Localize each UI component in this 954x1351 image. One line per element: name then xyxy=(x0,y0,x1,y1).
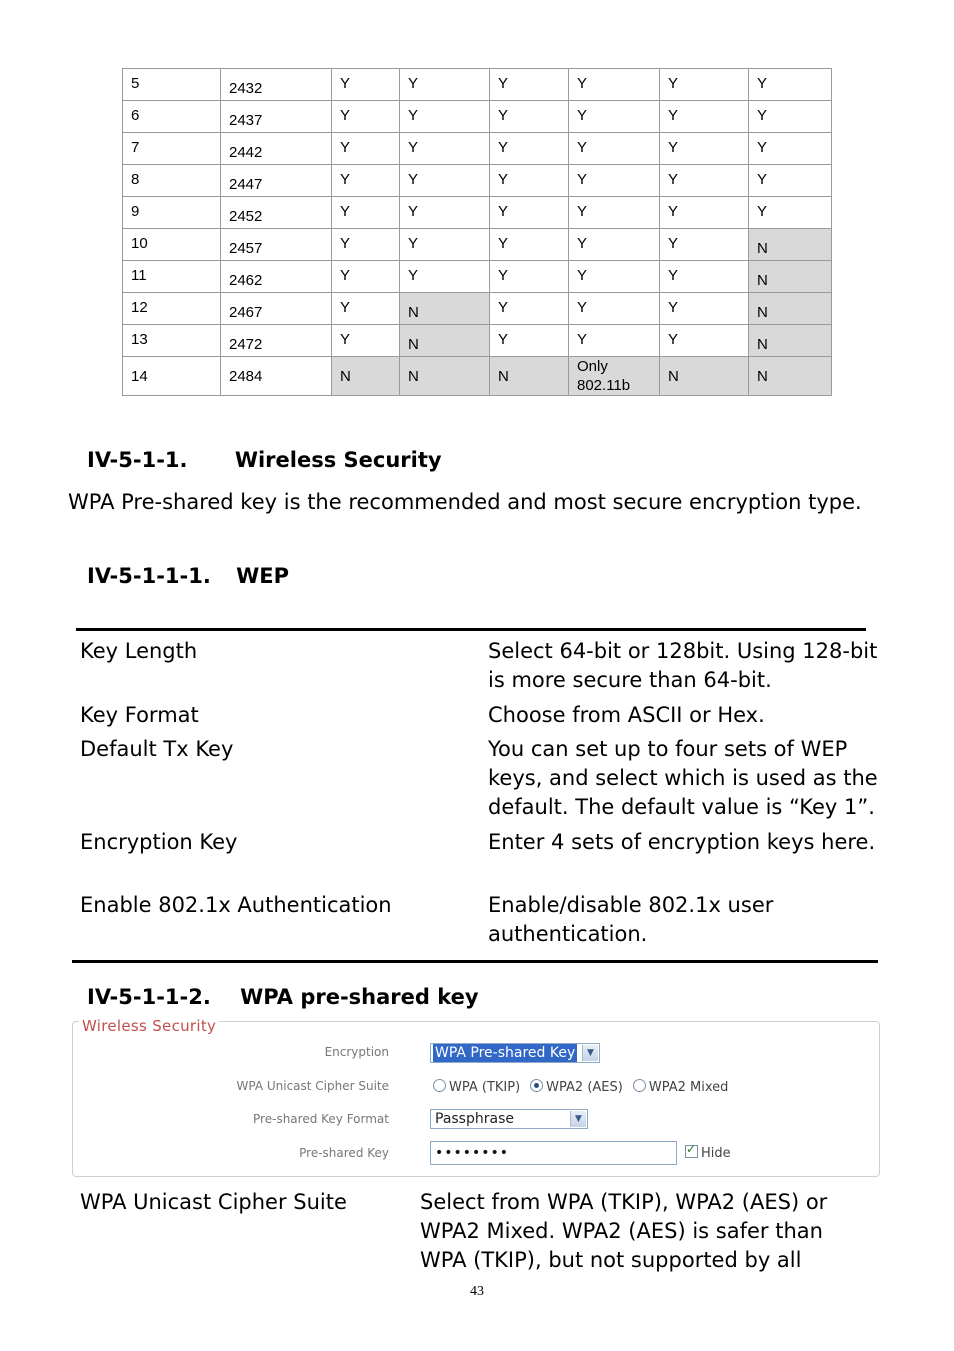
table-cell xyxy=(221,197,332,229)
table-cell xyxy=(123,101,221,133)
cell-value: Y xyxy=(408,171,419,188)
table-row xyxy=(123,229,832,261)
cell-value: 12 xyxy=(131,299,148,316)
cell-value: Y xyxy=(340,107,351,124)
table-row xyxy=(123,197,832,229)
cell-value: Y xyxy=(340,139,351,156)
table-cell xyxy=(332,229,400,261)
table-row xyxy=(123,69,832,101)
table-cell xyxy=(569,133,660,165)
cipher-option-label: WPA (TKIP) xyxy=(449,1080,521,1095)
cell-value: Y xyxy=(498,139,509,156)
table-cell xyxy=(400,293,490,325)
cell-value: N xyxy=(408,304,419,321)
table-cell xyxy=(660,229,749,261)
table-cell xyxy=(123,229,221,261)
cell-value: 2437 xyxy=(229,112,263,129)
cell-value: Y xyxy=(668,139,679,156)
key-format-select[interactable] xyxy=(430,1109,588,1129)
table-cell xyxy=(569,293,660,325)
table-row xyxy=(123,165,832,197)
table-cell xyxy=(490,165,569,197)
cell-value: Y xyxy=(340,267,351,284)
table-cell xyxy=(569,229,660,261)
cell-value: N xyxy=(340,368,351,385)
table-cell xyxy=(332,293,400,325)
table-cell xyxy=(749,165,832,197)
cell-value: Y xyxy=(498,235,509,252)
table-cell xyxy=(221,101,332,133)
table-cell xyxy=(660,357,749,396)
cell-value: Y xyxy=(577,75,588,92)
table-cell xyxy=(749,357,832,396)
table-cell xyxy=(123,197,221,229)
cell-value: N xyxy=(757,368,768,385)
table-cell xyxy=(569,101,660,133)
definition-desc: Enable/disable 802.1x user authentication. xyxy=(488,893,774,946)
cell-value: N xyxy=(498,368,509,385)
psk-input[interactable]: •••••••• xyxy=(430,1141,677,1165)
cell-value: 2442 xyxy=(229,144,263,161)
table-cell xyxy=(749,261,832,293)
cell-value: Y xyxy=(577,299,588,316)
table-cell xyxy=(221,293,332,325)
cell-value: Y xyxy=(340,203,351,220)
cell-value: N xyxy=(757,240,768,257)
key-format-value: Passphrase xyxy=(435,1111,514,1127)
table-cell xyxy=(490,293,569,325)
cell-value: Y xyxy=(668,299,679,316)
hide-checkbox[interactable] xyxy=(685,1145,731,1161)
table-cell xyxy=(332,101,400,133)
table-bottom-rule xyxy=(72,960,878,963)
key-format-label: Pre-shared Key Format xyxy=(253,1112,389,1126)
cell-value: 2484 xyxy=(229,368,263,385)
section-title: Wireless Security xyxy=(234,448,442,472)
cell-value: Y xyxy=(498,299,509,316)
table-cell xyxy=(660,165,749,197)
table-cell xyxy=(123,133,221,165)
section-number: IV-5-1-1-1. xyxy=(87,564,211,588)
table-row xyxy=(123,325,832,357)
radio-selected-icon xyxy=(530,1079,543,1092)
table-cell xyxy=(749,325,832,357)
cipher-option-label: WPA2 (AES) xyxy=(546,1080,623,1095)
definition-desc: You can set up to four sets of WEP keys, and select which is used as the default. The default value is “Key 1”. xyxy=(488,737,878,819)
heading-wpa-psk xyxy=(87,985,479,1009)
intro-paragraph: WPA Pre-shared key is the recommended and most secure encryption type. xyxy=(68,490,862,514)
table-cell xyxy=(749,229,832,261)
cell-value: 9 xyxy=(131,203,140,220)
table-cell xyxy=(221,69,332,101)
table-cell xyxy=(332,261,400,293)
cell-value: Y xyxy=(668,235,679,252)
cell-value: 11 xyxy=(131,267,147,284)
cell-value: N xyxy=(757,272,768,289)
cell-value: 2467 xyxy=(229,304,263,321)
cell-value: 14 xyxy=(131,368,148,385)
table-cell xyxy=(749,69,832,101)
table-cell xyxy=(490,357,569,396)
cell-value: Y xyxy=(408,235,419,252)
cell-value: N xyxy=(757,304,768,321)
cell-value: Y xyxy=(668,203,679,220)
encryption-label: Encryption xyxy=(324,1045,389,1059)
encryption-select[interactable] xyxy=(430,1043,600,1063)
cipher-option-tkip[interactable] xyxy=(433,1079,520,1095)
table-cell xyxy=(221,357,332,396)
table-cell xyxy=(400,165,490,197)
cell-value: Y xyxy=(340,171,351,188)
cell-value: 5 xyxy=(131,75,140,92)
table-cell xyxy=(569,165,660,197)
table-cell xyxy=(490,69,569,101)
cell-value: Y xyxy=(577,235,588,252)
table-cell xyxy=(660,133,749,165)
section-number: IV-5-1-1-2. xyxy=(87,985,211,1009)
cell-value: 6 xyxy=(131,107,140,124)
cell-value: 7 xyxy=(131,139,140,156)
table-cell xyxy=(490,229,569,261)
cell-value: Y xyxy=(498,203,509,220)
cell-value: Y xyxy=(340,235,351,252)
table-cell xyxy=(569,357,660,396)
cell-value: 2447 xyxy=(229,176,263,193)
table-cell xyxy=(749,133,832,165)
table-cell xyxy=(569,261,660,293)
definition-term: Key Length xyxy=(80,639,198,663)
cell-value: Y xyxy=(408,75,419,92)
table-cell xyxy=(400,357,490,396)
table-cell xyxy=(660,293,749,325)
cell-value: 2432 xyxy=(229,80,263,97)
cell-value: Y xyxy=(498,331,509,348)
psk-label: Pre-shared Key xyxy=(299,1146,389,1160)
cell-value: Y xyxy=(757,203,768,220)
cell-value: 2457 xyxy=(229,240,263,257)
table-cell xyxy=(400,197,490,229)
cell-value: 13 xyxy=(131,331,148,348)
table-row xyxy=(123,261,832,293)
cell-value: 8 xyxy=(131,171,140,188)
table-cell xyxy=(332,357,400,396)
heading-wireless-security xyxy=(87,448,442,472)
cell-value: Y xyxy=(668,267,679,284)
table-cell xyxy=(221,229,332,261)
table-cell xyxy=(332,69,400,101)
section-title: WEP xyxy=(236,564,290,588)
table-row xyxy=(123,101,832,133)
wireless-security-panel xyxy=(72,1017,880,1177)
definition-term: WPA Unicast Cipher Suite xyxy=(80,1190,347,1214)
cell-value: 2452 xyxy=(229,208,263,225)
definition-desc: Select from WPA (TKIP), WPA2 (AES) or WPA2 Mixed. WPA2 (AES) is safer than WPA (TKIP), but not supported by all xyxy=(420,1190,828,1272)
cell-value: Y xyxy=(340,75,351,92)
cell-value: Y xyxy=(498,107,509,124)
table-cell xyxy=(123,357,221,396)
section-title: WPA pre-shared key xyxy=(240,985,479,1009)
definition-term: Encryption Key xyxy=(80,830,238,854)
cell-value: Y xyxy=(498,267,509,284)
cell-value: Y xyxy=(577,203,588,220)
cell-value: Y xyxy=(498,171,509,188)
table-row xyxy=(123,133,832,165)
cell-value: N xyxy=(668,368,679,385)
cell-value: Y xyxy=(408,267,419,284)
cell-value: Y xyxy=(340,299,351,316)
radio-icon xyxy=(433,1079,446,1092)
cell-value: Y xyxy=(668,75,679,92)
cell-value: Y xyxy=(668,171,679,188)
table-row xyxy=(123,357,832,396)
table-cell xyxy=(569,197,660,229)
cell-value: 10 xyxy=(131,235,148,252)
cipher-option-mixed[interactable] xyxy=(633,1079,729,1095)
table-cell xyxy=(221,325,332,357)
cell-value: Y xyxy=(577,331,588,348)
definition-term: Default Tx Key xyxy=(80,737,234,761)
table-cell xyxy=(221,133,332,165)
definition-desc: Select 64-bit or 128bit. Using 128-bit is more secure than 64-bit. xyxy=(488,639,878,692)
cell-value: Y xyxy=(577,139,588,156)
cipher-suite-label: WPA Unicast Cipher Suite xyxy=(236,1079,389,1093)
table-cell xyxy=(123,261,221,293)
panel-title: Wireless Security xyxy=(79,1017,219,1035)
table-cell xyxy=(660,261,749,293)
section-number: IV-5-1-1. xyxy=(87,448,188,472)
table-cell xyxy=(400,133,490,165)
table-cell xyxy=(400,69,490,101)
table-cell xyxy=(123,165,221,197)
table-top-rule xyxy=(76,628,866,631)
cell-value: Y xyxy=(408,107,419,124)
table-cell xyxy=(569,69,660,101)
cell-value: Y xyxy=(757,107,768,124)
cell-value: 2462 xyxy=(229,272,263,289)
cell-value: N xyxy=(408,368,419,385)
table-cell xyxy=(749,101,832,133)
chevron-down-icon: ▼ xyxy=(582,1045,598,1061)
cell-value: Y xyxy=(668,107,679,124)
table-cell xyxy=(400,101,490,133)
cell-value: Y xyxy=(577,267,588,284)
table-cell xyxy=(123,325,221,357)
table-cell xyxy=(490,101,569,133)
definition-desc: Enter 4 sets of encryption keys here. xyxy=(488,830,876,854)
table-cell xyxy=(660,101,749,133)
table-cell xyxy=(400,229,490,261)
hide-label: Hide xyxy=(701,1146,731,1161)
table-cell xyxy=(332,133,400,165)
table-cell xyxy=(569,325,660,357)
definition-term: Key Format xyxy=(80,703,199,727)
heading-wep xyxy=(87,564,289,588)
table-cell xyxy=(749,197,832,229)
cell-value: Y xyxy=(668,331,679,348)
table-cell xyxy=(490,197,569,229)
cell-value: Only 802.11b xyxy=(577,358,631,394)
table-cell xyxy=(660,197,749,229)
cipher-suite-radio-group xyxy=(433,1079,738,1095)
cipher-option-aes[interactable] xyxy=(530,1079,623,1095)
cell-value: Y xyxy=(577,171,588,188)
cell-value: Y xyxy=(340,331,351,348)
table-cell xyxy=(221,261,332,293)
cipher-option-label: WPA2 Mixed xyxy=(648,1080,729,1095)
table-cell xyxy=(123,69,221,101)
table-cell xyxy=(332,165,400,197)
table-cell xyxy=(332,325,400,357)
cell-value: N xyxy=(757,336,768,353)
table-cell xyxy=(400,325,490,357)
table-cell xyxy=(123,293,221,325)
table-row xyxy=(123,293,832,325)
cell-value: Y xyxy=(408,139,419,156)
table-cell xyxy=(490,133,569,165)
cell-value: Y xyxy=(408,203,419,220)
table-cell xyxy=(490,261,569,293)
definition-term: Enable 802.1x Authentication xyxy=(80,893,392,917)
table-cell xyxy=(400,261,490,293)
cell-value: Y xyxy=(498,75,509,92)
cell-value: 2472 xyxy=(229,336,263,353)
cell-value: N xyxy=(408,336,419,353)
table-cell xyxy=(660,69,749,101)
channel-table xyxy=(122,68,832,396)
table-cell xyxy=(749,293,832,325)
checkbox-checked-icon xyxy=(685,1145,698,1158)
encryption-value: WPA Pre-shared Key xyxy=(435,1045,576,1061)
radio-icon xyxy=(633,1079,646,1092)
table-cell xyxy=(221,165,332,197)
chevron-down-icon: ▼ xyxy=(570,1111,586,1127)
table-cell xyxy=(660,325,749,357)
cell-value: Y xyxy=(757,139,768,156)
page-number: 43 xyxy=(470,1284,484,1299)
table-cell xyxy=(490,325,569,357)
definition-desc: Choose from ASCII or Hex. xyxy=(488,703,765,727)
cell-value: Y xyxy=(577,107,588,124)
cell-value: Y xyxy=(757,171,768,188)
cell-value: Y xyxy=(757,75,768,92)
table-cell xyxy=(332,197,400,229)
